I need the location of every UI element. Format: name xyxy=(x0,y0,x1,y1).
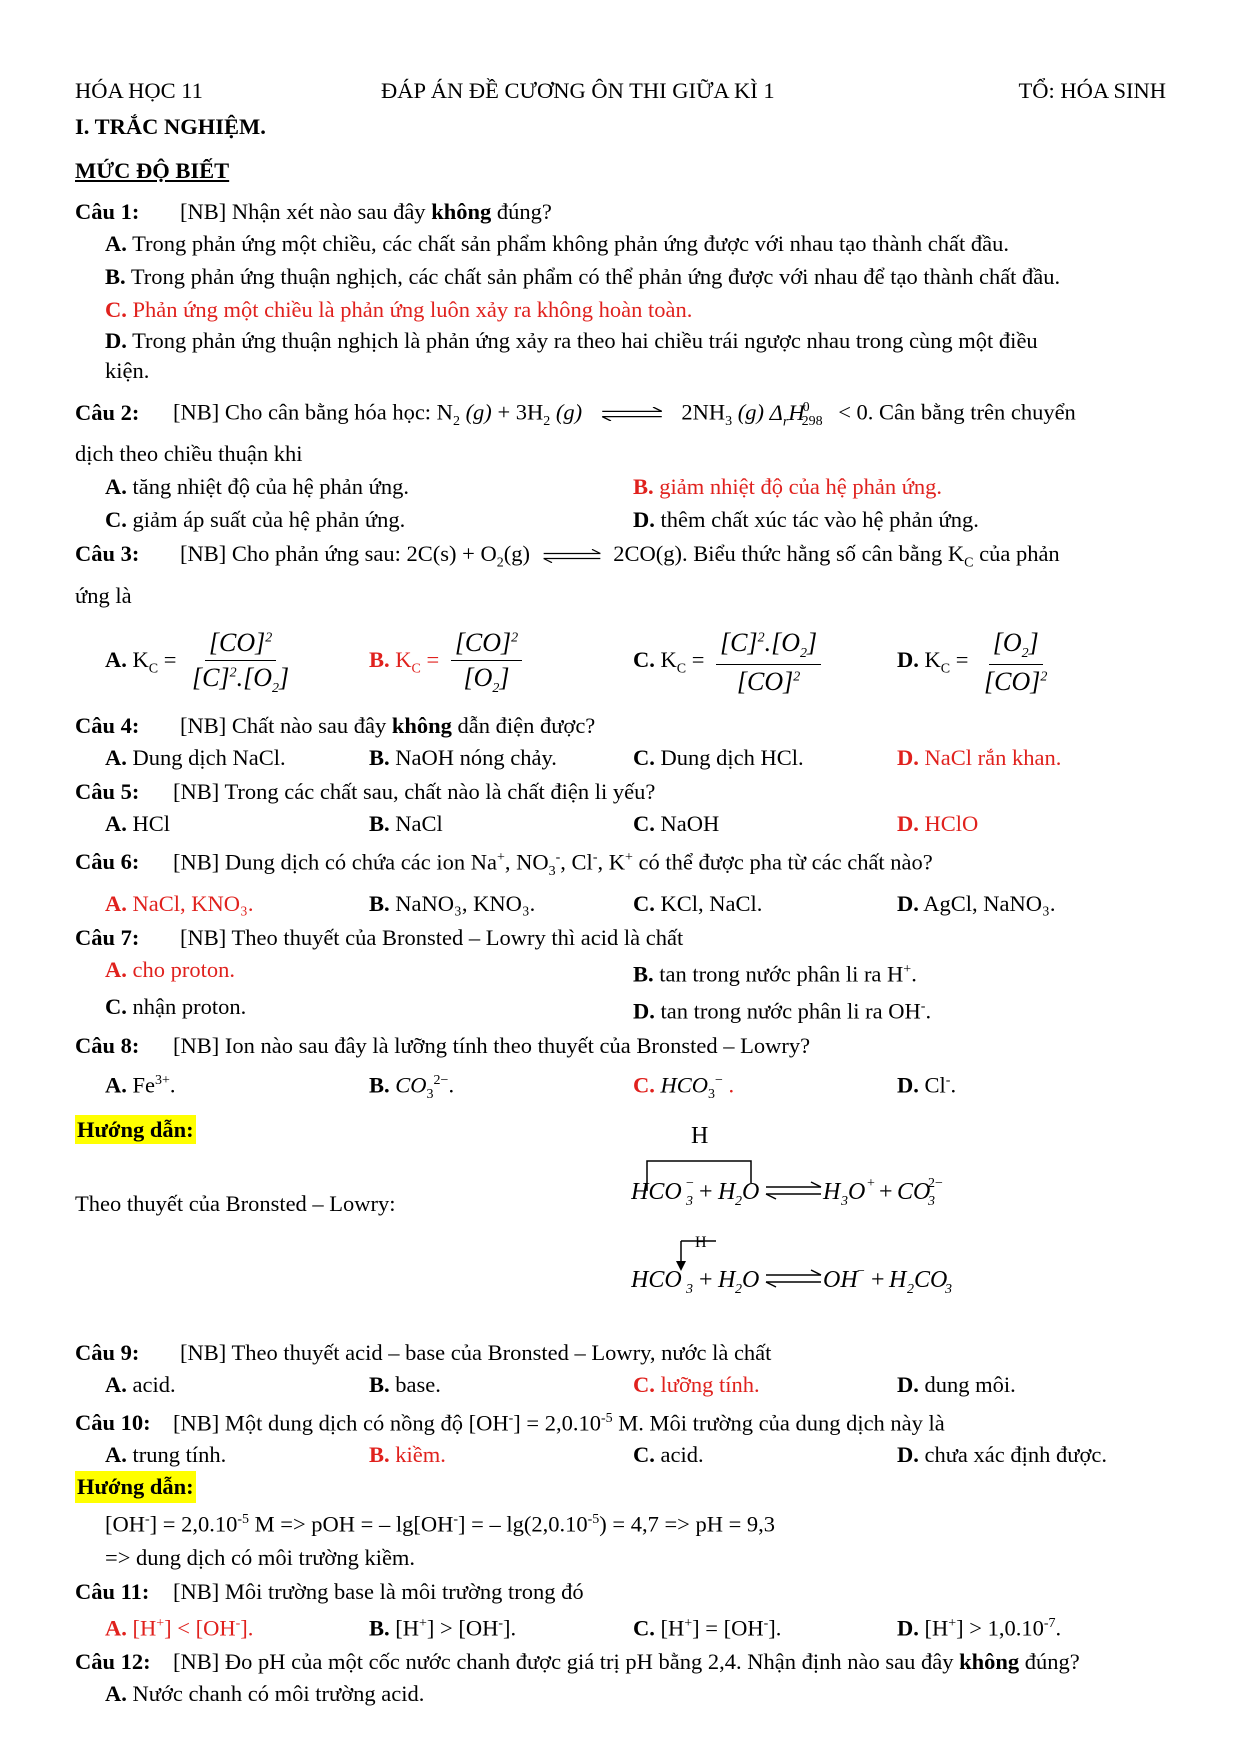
option-label: C. xyxy=(105,994,127,1019)
q1-option-c-correct xyxy=(75,293,1166,326)
option-text: NaCl, KNO₃. xyxy=(126,890,254,916)
q9-option-b xyxy=(369,1368,633,1401)
q9-option-a xyxy=(105,1368,369,1401)
header-title: ĐÁP ÁN ĐỀ CƯƠNG ÔN THI GIỮA KÌ 1 xyxy=(381,78,775,103)
option-label: B. xyxy=(369,1615,390,1640)
q7-options-row-1 xyxy=(75,953,1166,991)
option-label: A. xyxy=(105,810,127,836)
option-text: Dung dịch HCl. xyxy=(654,744,804,770)
q6-option-c xyxy=(633,887,897,920)
question-10: Câu 10: [NB] Một dung dịch có nồng độ $[OH^-] = 2,0.10^{-5}$ M. Môi trường của dung dịch này là xyxy=(75,1403,1166,1439)
option-label: D. xyxy=(633,507,655,532)
option-text: AgCl, NaNO₃. xyxy=(918,890,1056,916)
option-label: A. xyxy=(105,1615,127,1640)
fraction: $\frac{[CO]^2}{[O_2]}$ xyxy=(451,626,522,698)
option-label: D. xyxy=(633,998,655,1024)
q5-option-a xyxy=(105,807,369,840)
q8-option-b: B. $CO_3^{2-}$. xyxy=(369,1072,455,1102)
option-label: C. xyxy=(633,647,655,673)
header-subject: HÓA HỌC 11 xyxy=(75,78,203,103)
question-number: Câu 2: xyxy=(75,399,140,425)
option-label: A. xyxy=(105,744,127,770)
option-label: D. xyxy=(897,1072,919,1097)
svg-text:3: 3 xyxy=(945,1281,952,1297)
stem-emphasis: không xyxy=(391,712,452,738)
question-stem: [NB] Môi trường base là môi trường trong đó xyxy=(173,1578,584,1604)
q10-option-d xyxy=(897,1438,1161,1471)
svg-text:2: 2 xyxy=(735,1193,742,1209)
option-label: D. xyxy=(897,744,919,770)
question-stem-end: dẫn điện được? xyxy=(451,712,596,738)
question-stem: [NB] Dung dịch có chứa các ion Na xyxy=(173,849,497,874)
q2-stem-cont: dịch theo chiều thuận khi xyxy=(75,441,303,466)
option-text: Trong phản ứng thuận nghịch, các chất sản phẩm có thể phản ứng được với nhau để tạo thành chất đầu. xyxy=(125,264,1061,289)
option-text: tăng nhiệt độ của hệ phản ứng. xyxy=(126,474,409,499)
option-label: B. xyxy=(369,810,390,836)
svg-text:H: H xyxy=(695,1233,707,1251)
level-title: MỨC ĐỘ BIẾT xyxy=(75,158,230,183)
svg-text:2−: 2− xyxy=(928,1175,943,1191)
option-label: C. xyxy=(105,507,127,532)
svg-text:−: − xyxy=(686,1175,694,1191)
svg-text:HCO: HCO xyxy=(631,1178,682,1205)
page-content xyxy=(75,112,1166,1710)
q10-option-a xyxy=(105,1438,369,1471)
question-stem-end: đúng? xyxy=(1019,1649,1080,1674)
svg-text:+: + xyxy=(699,1266,713,1293)
svg-text:3: 3 xyxy=(686,1193,693,1209)
q7-option-c xyxy=(105,990,633,1028)
option-text: acid. xyxy=(654,1442,704,1467)
q11-option-c: C. [H+] = [OH-]. xyxy=(633,1615,782,1640)
question-stem: [NB] Chất nào sau đây xyxy=(180,712,392,738)
svg-text:CO: CO xyxy=(914,1266,948,1293)
option-label: A. xyxy=(105,1371,127,1397)
option-text: Trong phản ứng thuận nghịch là phản ứng xảy ra theo hai chiều trái ngược nhau trong cùng một điều xyxy=(126,328,1038,353)
option-text: KCl, NaCl. xyxy=(654,890,763,916)
proton-transfer-diagram xyxy=(631,1121,971,1331)
option-label: C. xyxy=(633,1371,655,1397)
q8-option-d: D. Cl-. xyxy=(897,1072,957,1097)
question-stem: [NB] Cho cân bằng hóa học: N xyxy=(173,399,453,425)
mechanism-caption: Theo thuyết của Bronsted – Lowry: xyxy=(75,1190,396,1216)
question-4 xyxy=(75,710,1166,741)
option-text: lưỡng tính. xyxy=(654,1371,760,1397)
q2-option-a xyxy=(105,470,633,503)
q3-option-d: D. $K_C$ = $\frac{[O_2]}{[CO]^2}$ xyxy=(897,626,1161,698)
q3-option-a: A. $K_C$ = $\frac{[CO]^2}{[C]^2.[O_2]}$ xyxy=(105,626,369,698)
question-number: Câu 9: xyxy=(75,1339,140,1365)
q6-options xyxy=(75,887,1166,920)
option-label: D. xyxy=(897,1371,919,1397)
stem-part: của phản xyxy=(973,541,1060,566)
q1-option-a xyxy=(75,227,1166,260)
q7-option-a-correct xyxy=(105,953,633,991)
fraction: $\frac{[CO]^2}{[C]^2.[O_2]}$ xyxy=(192,628,290,697)
svg-text:H: H xyxy=(823,1178,841,1205)
q11-option-d: D. $[H^+] > 1,0.10^{-7}$. xyxy=(897,1615,1062,1640)
q12-option-a xyxy=(75,1677,1166,1710)
fraction: $\frac{[O_2]}{[CO]^2}$ xyxy=(984,628,1048,696)
q10-hint-line-1: $[OH^-] = 2,0.10^{-5}$ M => pOH = – lg[OH-] = – $\lg(2,0.10^{-5}) = 4,7$ => pH = 9,3 xyxy=(105,1511,776,1537)
stem-emphasis: không xyxy=(431,199,492,224)
q10-hint xyxy=(75,1471,1166,1503)
option-text: Nước chanh có môi trường acid. xyxy=(126,1681,425,1706)
q2-options-row-1 xyxy=(75,470,1166,503)
question-number: Câu 12: xyxy=(75,1649,151,1674)
svg-text:2: 2 xyxy=(907,1281,914,1297)
option-label: B. xyxy=(105,264,126,289)
svg-text:O: O xyxy=(742,1266,760,1293)
question-number: Câu 7: xyxy=(75,924,140,950)
page-header xyxy=(75,76,1166,106)
q2-options-row-2 xyxy=(75,503,1166,536)
option-text: tan trong nước phân li ra H xyxy=(653,961,904,986)
option-text: NaCl xyxy=(389,810,443,836)
option-label: A. xyxy=(105,1072,127,1097)
question-3: Câu 3: [NB] Cho phản ứng sau: $2C(s) + O_2(g)$ 2CO(g). Biểu thức hằng số cân bằng $K_C$ của phản xyxy=(75,538,1166,579)
svg-text:2: 2 xyxy=(735,1281,742,1297)
option-text: tan trong nước phân li ra OH xyxy=(654,998,921,1024)
question-stem: [NB] Một dung dịch có nồng độ [OH xyxy=(173,1410,509,1435)
q3-option-b-correct: B. $K_C$ = $\frac{[CO]^2}{[O_2]}$ xyxy=(369,626,633,698)
q3-options xyxy=(75,618,1166,708)
option-label: D. xyxy=(897,890,919,916)
option-label: B. xyxy=(369,1371,390,1397)
option-text: cho proton. xyxy=(126,956,235,982)
svg-text:H: H xyxy=(889,1266,907,1293)
question-number: Câu 4: xyxy=(75,712,140,738)
svg-text:O: O xyxy=(742,1178,760,1205)
option-label: C. xyxy=(633,890,655,916)
question-number: Câu 1: xyxy=(75,199,140,224)
question-stem: [NB] Trong các chất sau, chất nào là chất điện li yếu? xyxy=(173,778,656,804)
question-2: Câu 2: [NB] Cho cân bằng hóa học: $N_2$ $(g) + 3H_2$ (g) $2NH_3$ (g) $\Delta_rH^0_{298} < 0$. Cân bằng trên chuyển xyxy=(75,392,1166,437)
fraction: $\frac{[C]^2.[O_2]}{[CO]^2}$ xyxy=(716,626,821,698)
svg-text:−: − xyxy=(857,1263,865,1279)
option-label: D. xyxy=(105,328,127,353)
option-label: D. xyxy=(897,1615,919,1640)
question-number: Câu 8: xyxy=(75,1032,140,1058)
q9-option-d xyxy=(897,1368,1161,1401)
q7-options-row-2 xyxy=(75,990,1166,1028)
question-9 xyxy=(75,1337,1166,1368)
hint-label: Hướng dẫn: xyxy=(75,1471,196,1503)
option-text: acid. xyxy=(126,1371,176,1397)
option-label: B. xyxy=(369,744,390,770)
option-text: Phản ứng một chiều là phản ứng luôn xảy ra không hoàn toàn. xyxy=(126,297,693,322)
question-stem-end: có thể được pha từ các chất nào? xyxy=(632,849,933,874)
question-stem-end: M. Môi trường của dung dịch này là xyxy=(612,1410,945,1435)
option-text: giảm áp suất của hệ phản ứng. xyxy=(126,507,406,532)
question-7 xyxy=(75,922,1166,953)
option-label: B. xyxy=(369,1442,390,1467)
question-stem-end: < 0. Cân bằng trên chuyển xyxy=(838,399,1076,425)
q5-option-c xyxy=(633,807,897,840)
option-label: A. xyxy=(105,1442,127,1467)
svg-text:CO: CO xyxy=(897,1178,931,1205)
svg-text:O: O xyxy=(848,1178,866,1205)
q10-option-b-correct xyxy=(369,1438,633,1471)
svg-text:H: H xyxy=(718,1266,736,1293)
stem-part: (g) xyxy=(503,541,530,566)
option-label: A. xyxy=(105,890,127,916)
q3-stem-cont: ứng là xyxy=(75,582,132,608)
option-text: trung tính. xyxy=(126,1442,227,1467)
svg-text:3: 3 xyxy=(928,1193,935,1209)
question-stem: [NB] Ion nào sau đây là lưỡng tính theo thuyết của Bronsted – Lowry? xyxy=(173,1032,811,1058)
svg-text:OH: OH xyxy=(823,1266,858,1293)
q4-option-d-correct xyxy=(897,741,1161,774)
option-label: B. xyxy=(633,961,654,986)
equilibrium-arrow-icon xyxy=(542,549,602,563)
svg-text:3: 3 xyxy=(686,1281,693,1297)
question-stem-end: đúng? xyxy=(491,199,552,224)
svg-text:HCO: HCO xyxy=(631,1266,682,1293)
question-stem: [NB] Đo pH của một cốc nước chanh được giá trị pH bằng 2,4. Nhận định nào sau đây xyxy=(173,1649,960,1674)
q6-option-d xyxy=(897,887,1161,920)
stem-emphasis: không xyxy=(959,1649,1020,1674)
question-stem: [NB] Cho phản ứng sau: 2C(s) + O xyxy=(180,541,497,566)
q5-option-d-correct xyxy=(897,807,1161,840)
option-label: A. xyxy=(105,647,127,673)
option-text: kiềm. xyxy=(389,1442,446,1467)
q11-options xyxy=(75,1607,1166,1645)
header-department: TỔ: HÓA SINH xyxy=(1018,78,1166,103)
option-text: NaCl rắn khan. xyxy=(918,744,1062,770)
q8-option-c-correct: C. $HCO_3^-$ . xyxy=(633,1072,735,1102)
hint-wrapper xyxy=(75,1115,196,1144)
svg-text:+: + xyxy=(867,1175,875,1191)
option-text: giảm nhiệt độ của hệ phản ứng. xyxy=(653,474,943,499)
stem-part: 2CO(g). Biểu thức hằng số cân bằng K xyxy=(613,541,965,566)
option-label: D. xyxy=(897,810,919,836)
option-label: A. xyxy=(105,231,127,256)
svg-text:+: + xyxy=(871,1266,885,1293)
equilibrium-arrow-icon xyxy=(594,407,670,421)
option-label: A. xyxy=(105,956,127,982)
option-label: D. xyxy=(897,647,919,673)
question-11 xyxy=(75,1576,1166,1607)
question-number: Câu 10: xyxy=(75,1410,151,1435)
q5-options xyxy=(75,807,1166,840)
option-text: HCl xyxy=(126,810,171,836)
option-label: D. xyxy=(897,1442,919,1467)
option-label: A. xyxy=(105,474,127,499)
q10-hint-line-2: => dung dịch có môi trường kiềm. xyxy=(105,1544,416,1570)
q1-option-d xyxy=(75,326,1166,356)
q6-option-b xyxy=(369,887,633,920)
q2-option-d xyxy=(633,503,1161,536)
option-label: B. xyxy=(369,1072,390,1097)
question-8 xyxy=(75,1030,1166,1061)
option-label: C. xyxy=(633,1615,655,1640)
q9-options xyxy=(75,1368,1166,1401)
q10-options xyxy=(75,1438,1166,1471)
svg-text:+: + xyxy=(699,1178,713,1205)
q4-option-a xyxy=(105,741,369,774)
option-label: C. xyxy=(105,297,127,322)
option-label: B. xyxy=(369,647,390,673)
q4-options xyxy=(75,741,1166,774)
question-number: Câu 5: xyxy=(75,778,140,804)
option-text: HClO xyxy=(918,810,979,836)
q4-option-c xyxy=(633,741,897,774)
option-text: Trong phản ứng một chiều, các chất sản phẩm không phản ứng được với nhau tạo thành chất đầu. xyxy=(126,231,1009,256)
option-text: chưa xác định được. xyxy=(918,1442,1107,1467)
option-label: B. xyxy=(369,890,390,916)
q11-option-b: B. [H+] > [OH-]. xyxy=(369,1615,517,1640)
option-label: C. xyxy=(633,744,655,770)
q5-option-b xyxy=(369,807,633,840)
section-title: I. TRẮC NGHIỆM. xyxy=(75,114,266,139)
option-text: base. xyxy=(389,1371,441,1397)
q1-option-d-cont xyxy=(75,356,1166,386)
option-label: C. xyxy=(633,1442,655,1467)
option-label: A. xyxy=(105,1681,127,1706)
option-text: Dung dịch NaCl. xyxy=(126,744,286,770)
hint-label: Hướng dẫn: xyxy=(75,1115,196,1144)
option-text: nhận proton. xyxy=(126,994,247,1019)
question-5 xyxy=(75,776,1166,807)
option-text: kiện. xyxy=(105,358,150,383)
question-stem: [NB] Theo thuyết của Bronsted – Lowry thì acid là chất xyxy=(180,924,684,950)
question-6: Câu 6: [NB] Dung dịch có chứa các ion Na+, $NO_3^-$, Cl-, K+ có thể được pha từ các chất nào? xyxy=(75,842,1166,887)
q8-option-a: A. $Fe^{3+}$. xyxy=(105,1072,176,1097)
option-text: thêm chất xúc tác vào hệ phản ứng. xyxy=(654,507,979,532)
option-text: NaNO₃, KNO₃. xyxy=(389,890,536,916)
svg-text:H: H xyxy=(718,1178,736,1205)
q7-option-b: B. tan trong nước phân li ra H+. xyxy=(633,961,917,986)
q4-option-b xyxy=(369,741,633,774)
option-label: C. xyxy=(633,810,655,836)
question-1 xyxy=(75,196,1166,227)
option-text: NaOH nóng chảy. xyxy=(389,744,557,770)
svg-text:3: 3 xyxy=(841,1193,848,1209)
q10-option-c xyxy=(633,1438,897,1471)
q11-option-a-correct: A. [H+] < [OH-]. xyxy=(105,1615,254,1640)
q7-option-d: D. tan trong nước phân li ra OH-. xyxy=(633,998,932,1024)
q2-option-b-correct xyxy=(633,470,1161,503)
svg-text:H: H xyxy=(691,1122,709,1149)
q2-option-c xyxy=(105,503,633,536)
question-number: Câu 6: xyxy=(75,849,140,874)
svg-text:+: + xyxy=(879,1178,893,1205)
question-stem: [NB] Nhận xét nào sau đây xyxy=(180,199,432,224)
option-text: dung môi. xyxy=(918,1371,1016,1397)
stem-part: ] = 2,0.10 xyxy=(513,1410,601,1435)
q1-option-b xyxy=(75,260,1166,293)
question-number: Câu 11: xyxy=(75,1578,150,1604)
question-number: Câu 3: xyxy=(75,541,140,566)
q6-option-a-correct xyxy=(105,887,369,920)
option-label: C. xyxy=(633,1072,655,1097)
q8-hint-block xyxy=(75,1115,1166,1335)
question-12 xyxy=(75,1646,1166,1677)
option-label: B. xyxy=(633,474,654,499)
option-text: NaOH xyxy=(654,810,720,836)
question-stem: [NB] Theo thuyết acid – base của Bronsted – Lowry, nước là chất xyxy=(180,1339,772,1365)
q3-option-c: C. $K_C$ = $\frac{[C]^2.[O_2]}{[CO]^2}$ xyxy=(633,626,897,698)
q9-option-c-correct xyxy=(633,1368,897,1401)
q8-options xyxy=(75,1061,1166,1115)
